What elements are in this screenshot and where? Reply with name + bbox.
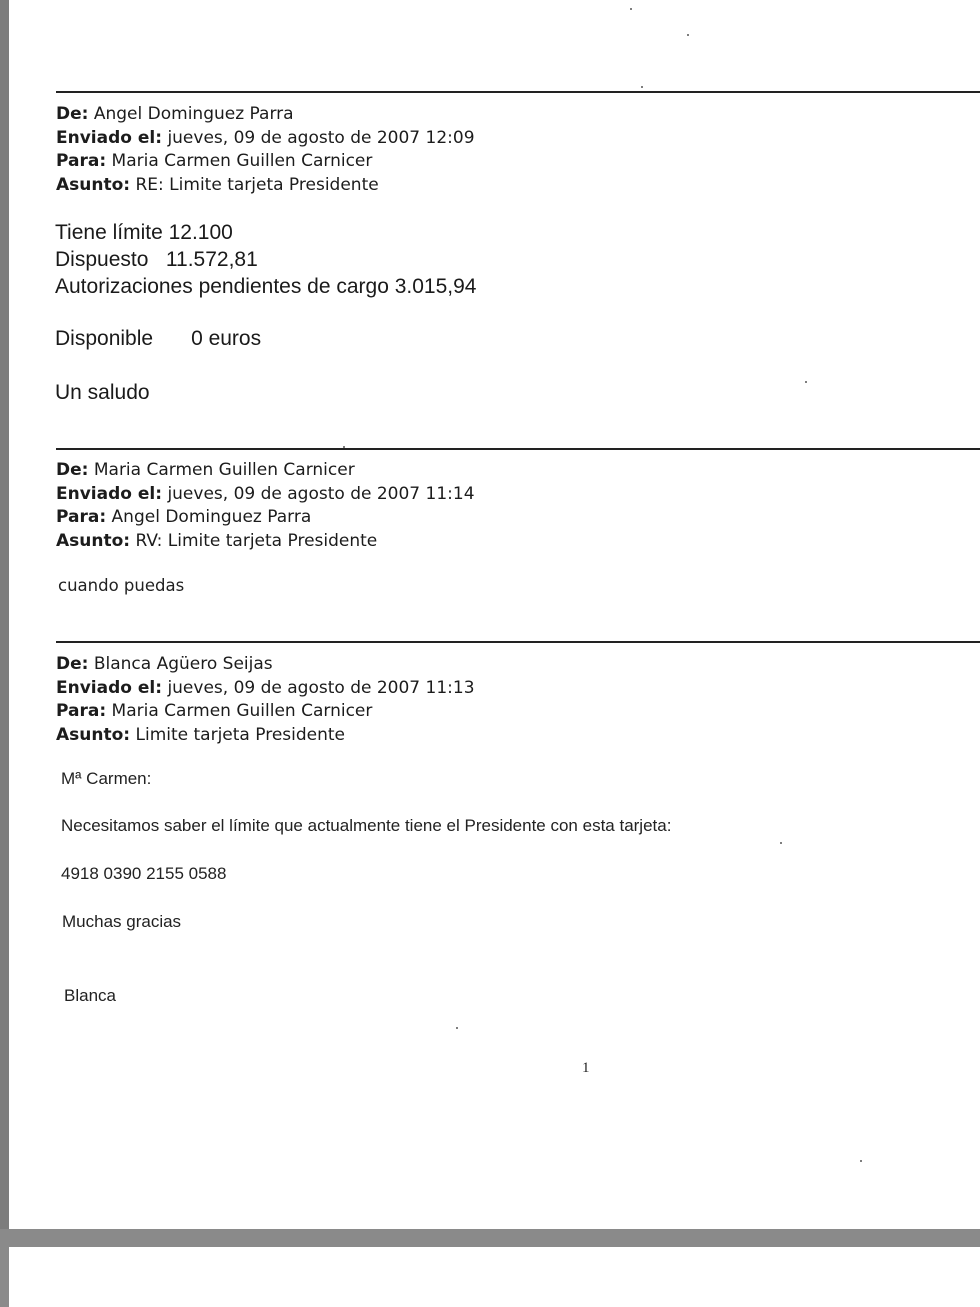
email-header <box>56 459 475 553</box>
sent-value: jueves, 09 de agosto de 2007 11:14 <box>167 483 475 504</box>
to-row <box>56 700 475 724</box>
body-saludo-line: Un saludo <box>55 381 150 404</box>
email-header <box>56 653 475 747</box>
subject-row <box>56 724 475 748</box>
subject-label: Asunto: <box>56 724 131 745</box>
subject-value: Limite tarjeta Presidente <box>135 724 346 745</box>
from-row <box>56 459 475 483</box>
sent-row <box>56 483 475 507</box>
card-number: 4918 0390 2155 0588 <box>61 864 227 883</box>
separator-rule <box>56 448 980 450</box>
scan-speck <box>641 86 643 88</box>
to-value: Angel Dominguez Parra <box>111 507 312 527</box>
scan-speck <box>630 8 632 10</box>
sent-label: Enviado el: <box>56 677 163 698</box>
scan-border-left <box>0 0 9 1230</box>
scan-speck <box>780 842 782 844</box>
body-disponible-line <box>55 326 261 352</box>
subject-row <box>56 530 475 554</box>
to-value: Maria Carmen Guillen Carnicer <box>111 151 373 171</box>
body-dispuesto-line <box>55 247 258 273</box>
from-row <box>56 103 475 127</box>
to-label: Para: <box>56 507 107 527</box>
page-number: 1 <box>582 1060 590 1076</box>
sent-label: Enviado el: <box>56 483 163 504</box>
sent-row <box>56 127 475 151</box>
dispuesto-label: Dispuesto <box>55 248 149 271</box>
to-label: Para: <box>56 701 107 721</box>
disponible-value: 0 euros <box>191 327 262 350</box>
body-limit-line: Tiene límite 12.100 <box>55 221 233 244</box>
separator-rule <box>56 641 980 643</box>
signature: Blanca <box>64 986 116 1005</box>
scan-border-left-lower <box>0 1247 9 1307</box>
to-row <box>56 150 475 174</box>
subject-row <box>56 174 475 198</box>
scan-speck <box>805 381 807 383</box>
body-cuando-line: cuando puedas <box>58 576 185 595</box>
from-label: De: <box>56 654 89 674</box>
from-label: De: <box>56 460 89 480</box>
subject-label: Asunto: <box>56 174 131 195</box>
scan-speck <box>687 34 689 36</box>
subject-label: Asunto: <box>56 530 131 551</box>
from-value: Blanca Agüero Seijas <box>93 654 273 674</box>
from-value: Angel Dominguez Parra <box>93 104 294 124</box>
next-page-preview <box>9 1247 980 1307</box>
to-label: Para: <box>56 151 107 171</box>
body-autorizaciones-line: Autorizaciones pendientes de cargo 3.015,94 <box>55 275 477 298</box>
subject-value: RV: Limite tarjeta Presidente <box>135 530 378 551</box>
sent-value: jueves, 09 de agosto de 2007 12:09 <box>167 127 475 148</box>
email-header <box>56 103 475 197</box>
disponible-label: Disponible <box>55 327 154 350</box>
sent-row <box>56 677 475 701</box>
sent-value: jueves, 09 de agosto de 2007 11:13 <box>167 677 475 698</box>
subject-value: RE: Limite tarjeta Presidente <box>135 174 379 195</box>
dispuesto-value: 11.572,81 <box>165 248 258 271</box>
body-greeting-line: Mª Carmen: <box>61 769 152 788</box>
body-thanks-line: Muchas gracias <box>62 912 182 931</box>
scan-speck <box>456 1027 458 1029</box>
to-row <box>56 506 475 530</box>
from-label: De: <box>56 104 89 124</box>
from-row <box>56 653 475 677</box>
separator-rule <box>56 91 980 93</box>
body-request-line: Necesitamos saber el límite que actualmente tiene el Presidente con esta tarjeta: <box>61 816 672 835</box>
from-value: Maria Carmen Guillen Carnicer <box>93 460 355 480</box>
sent-label: Enviado el: <box>56 127 163 148</box>
scan-speck <box>343 446 345 448</box>
to-value: Maria Carmen Guillen Carnicer <box>111 701 373 721</box>
scan-speck <box>860 1160 862 1162</box>
page-gap-bar <box>0 1229 980 1247</box>
